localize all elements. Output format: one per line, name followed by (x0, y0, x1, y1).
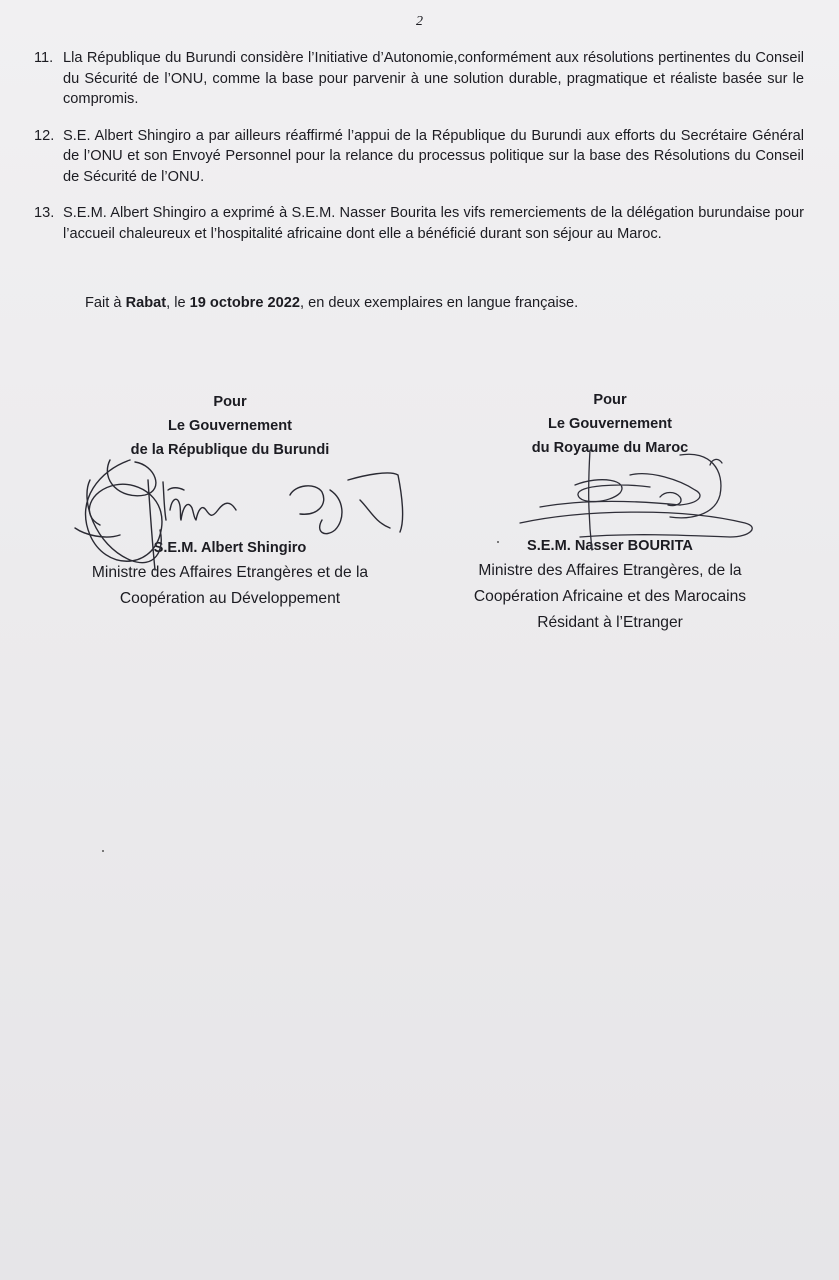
closing-date: 19 octobre 2022 (189, 295, 300, 311)
item-text: S.E. Albert Shingiro a par ailleurs réaffirmé l’appui de la République du Burundi aux efforts du Secrétaire Général de l’ONU et son Envoyé Personnel pour la relance du processus politique sur la base des Résolutions du Conseil de Sécurité de l’ONU. (63, 127, 804, 185)
handwritten-signature-left (60, 440, 420, 590)
ink-speck (102, 850, 104, 852)
signatory-government: Le Gouvernement (167, 418, 293, 434)
signatory-title-line: Ministre des Affaires Etrangères et de la (91, 564, 369, 581)
item-text: Lla République du Burundi considère l’Initiative d’Autonomie,conformément aux résolutions pertinentes du Conseil du Sécurité de l’ONU, comme la base pour parvenir à une solution durable, pragmatique et réaliste basée sur le compromis. (63, 50, 804, 107)
signatory-name: S.E.M. Nasser BOURITA (527, 538, 693, 554)
numbered-item (34, 203, 804, 244)
closing-prefix: Fait à (85, 295, 126, 311)
closing-place: Rabat (125, 295, 167, 311)
signatory-pour: Pour (593, 392, 627, 408)
numbered-items (34, 48, 804, 244)
closing-middle: , le (166, 295, 190, 311)
signatory-title-line: Ministre des Affaires Etrangères, de la (478, 562, 742, 579)
handwritten-signature-right (480, 445, 780, 555)
page-number: 2 (416, 14, 423, 29)
signatory-name: S.E.M. Albert Shingiro (153, 540, 307, 556)
signatory-government: Le Gouvernement (547, 416, 673, 432)
signatory-pour: Pour (213, 394, 247, 410)
signatory-title-line: Coopération Africaine et des Marocains (473, 588, 747, 605)
item-number: 12. (34, 127, 55, 144)
item-number: 11. (34, 50, 54, 66)
ink-speck (497, 541, 499, 543)
item-text: S.E.M. Albert Shingiro a exprimé à S.E.M. Nasser Bourita les vifs remerciements de la délégation burundaise pour l’accueil chaleureux et l’hospitalité africaine dont elle a bénéficié durant son séjour au Maroc. (63, 205, 804, 242)
numbered-item (34, 48, 804, 110)
signatory-title-line: Résidant à l’Etranger (537, 614, 683, 631)
signatory-title-line: Coopération au Développement (119, 590, 341, 607)
closing-statement (85, 295, 578, 311)
signatory-country: de la République du Burundi (130, 442, 330, 458)
signatory-country: du Royaume du Maroc (531, 440, 689, 456)
item-number: 13. (34, 205, 55, 221)
numbered-item (34, 126, 804, 188)
closing-suffix: , en deux exemplaires en langue française. (299, 295, 579, 311)
